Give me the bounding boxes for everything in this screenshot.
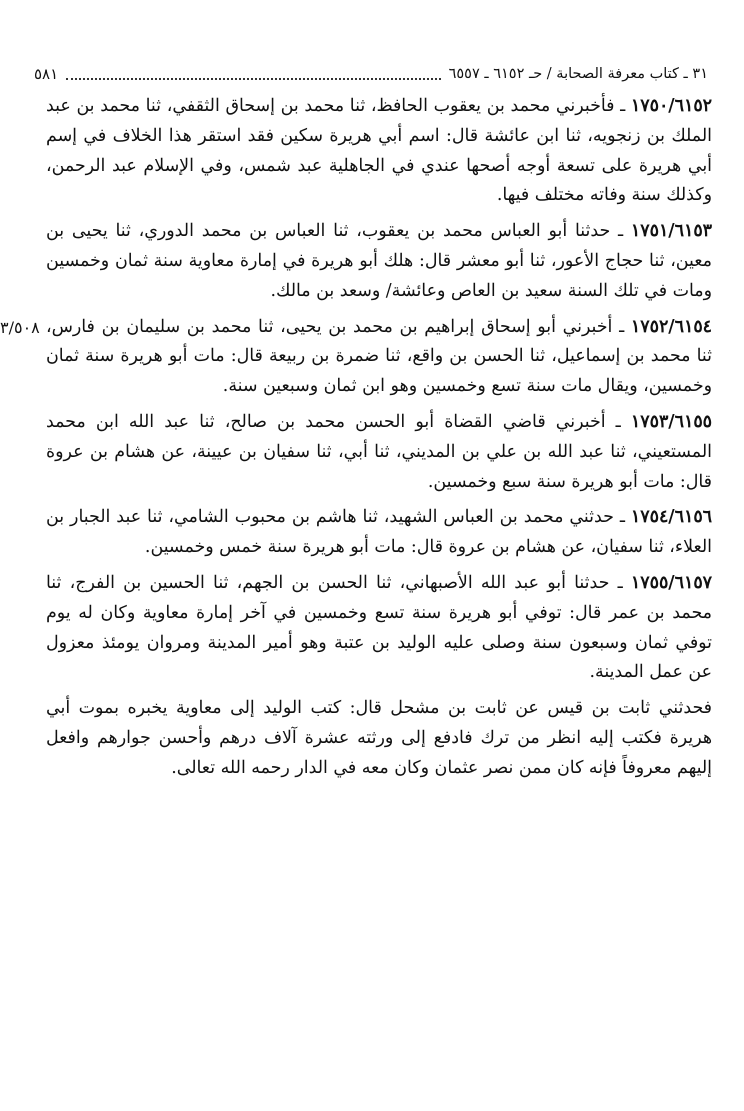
- hadith-paragraph: [46, 569, 712, 688]
- hadith-text: ـ حدثني محمد بن العباس الشهيد، ثنا هاشم بن محبوب الشامي، ثنا عبد الجبار بن العلاء، ثنا سفيان، عن هشام بن عروة قال: مات أبو هريرة سنة خمس وخمسين.: [46, 507, 712, 558]
- hadith-paragraph: [46, 408, 712, 497]
- hadith-paragraph: [46, 92, 712, 211]
- hadith-text: ـ فأخبرني محمد بن يعقوب الحافظ، ثنا محمد بن إسحاق الثقفي، ثنا محمد بن عبد الملك بن زنجويه، ثنا ابن عائشة قال: اسم أبي هريرة سكين فقد استقر هذا الخلاف في إسم أبي هريرة على تسعة أوجه أصحها عندي في الجاهلية عبد شمس، وفي الإسلام عبد الرحمن، وكذلك سنة وفاته مختلف فيها.: [46, 96, 712, 206]
- hadith-number: ١٧٥٤/٦١٥٦: [630, 507, 712, 528]
- hadith-text: فحدثني ثابت بن قيس عن ثابت بن مشحل قال: كتب الوليد إلى معاوية يخبره بموت أبي هريرة فكتب إليه انظر من ترك فادفع إلى ورثته عشرة آلاف درهم وأحسن جوارهم وافعل إليهم معروفاً فإنه كان ممن نصر عثمان وكان معه في الدار رحمه الله تعالى.: [46, 698, 712, 778]
- page-body: [46, 92, 712, 790]
- running-header: [34, 58, 708, 86]
- margin-reference: ٣/٥٠٨: [0, 318, 40, 337]
- hadith-paragraph: [46, 313, 712, 402]
- hadith-text: ـ أخبرني قاضي القضاة أبو الحسن محمد بن صالح، ثنا عبد الله ابن محمد المستعيني، ثنا عبد الله بن علي بن المديني، ثنا أبي، ثنا سفيان بن عيينة، عن هشام بن عروة قال: مات أبو هريرة سنة سبع وخمسين.: [46, 411, 712, 492]
- hadith-text: ـ حدثنا أبو عبد الله الأصبهاني، ثنا الحسن بن الجهم، ثنا الحسين بن الفرج، ثنا محمد بن عمر قال: توفي أبو هريرة سنة تسع وخمسين في آخر إمارة معاوية وكان له يوم توفي ثمان وسبعون سنة وصلى عليه الوليد بن عتبة وهو أمير المدينة ومروان يومئذ معزول عن عمل المدينة.: [46, 572, 712, 683]
- continuation-paragraph: [46, 694, 712, 783]
- hadith-paragraph: [46, 503, 712, 563]
- chapter-title: ٣١ ـ كتاب معرفة الصحابة / حـ ٦١٥٢ ـ ٦٥٥٧: [448, 66, 708, 82]
- hadith-paragraph: [46, 217, 712, 306]
- page-number: ٥٨١: [34, 65, 59, 83]
- hadith-number: ١٧٥١/٦١٥٣: [630, 221, 712, 242]
- hadith-number: ١٧٥٠/٦١٥٢: [630, 96, 712, 116]
- hadith-number: ١٧٥٥/٦١٥٧: [630, 572, 712, 593]
- hadith-text: ـ أخبرني أبو إسحاق إبراهيم بن محمد بن يحيى، ثنا محمد بن سليمان بن فارس، ثنا محمد بن إسماعيل، ثنا الحسن بن واقع، ثنا ضمرة بن ربيعة قال: مات أبو هريرة سنة ثمان وخمسين، ويقال مات سنة تسع وخمسين وهو ابن ثمان وسبعين سنة.: [46, 316, 712, 397]
- dotted-leader: [66, 78, 440, 80]
- hadith-number: ١٧٥٣/٦١٥٥: [630, 411, 712, 432]
- hadith-number: ١٧٥٢/٦١٥٤: [630, 316, 712, 337]
- hadith-text: ـ حدثنا أبو العباس محمد بن يعقوب، ثنا العباس بن محمد الدوري، ثنا يحيى بن معين، ثنا حجاج الأعور، ثنا أبو معشر قال: هلك أبو هريرة في إمارة معاوية سنة ثمان وخمسين ومات في تلك السنة سعيد بن العاص وعائشة/ وسعد بن مالك.: [46, 221, 712, 301]
